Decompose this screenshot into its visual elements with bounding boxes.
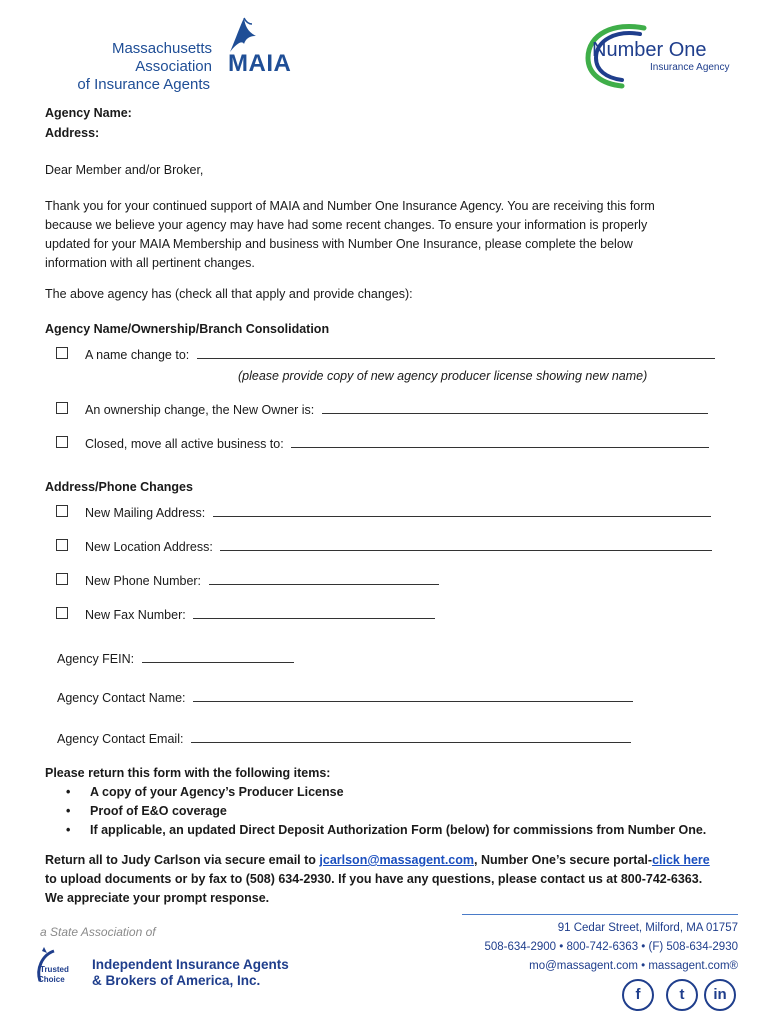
ownership-change-label: An ownership change, the New Owner is: <box>85 403 315 417</box>
maia-mark: MAIA <box>228 50 292 77</box>
number-one-subtitle: Insurance Agency <box>650 62 730 73</box>
footer-phones: 508-634-2900 • 800-742-6363 • (F) 508-634-2930 <box>484 941 738 953</box>
choice-text: Choice <box>38 975 65 984</box>
letter-body-line: because we believe your agency may have had some recent changes. To ensure your information is properly <box>45 218 648 232</box>
phone-number-checkbox[interactable] <box>56 573 68 585</box>
mailing-address-field[interactable] <box>213 503 711 517</box>
location-address-checkbox[interactable] <box>56 539 68 551</box>
location-address-field[interactable] <box>220 537 712 551</box>
name-change-label: A name change to: <box>85 348 190 362</box>
phone-number-row <box>85 571 439 591</box>
mailing-address-row <box>85 503 711 523</box>
mailing-address-checkbox[interactable] <box>56 505 68 517</box>
fax-number-field[interactable] <box>193 605 435 619</box>
maia-name-line2: of Insurance Agents <box>77 76 210 93</box>
return-info-line1: Return all to Judy Carlson via secure email to jcarlson@massagent.com, Number One’s secure portal-click here <box>45 853 710 867</box>
ownership-change-checkbox[interactable] <box>56 402 68 414</box>
footer-divider <box>462 914 738 915</box>
letter-body-line: Thank you for your continued support of MAIA and Number One Insurance Agency. You are receiving this form <box>45 199 655 213</box>
trusted-choice-logo <box>34 943 80 989</box>
contact-email-label: Agency Contact Email: <box>57 732 184 746</box>
list-item: • A copy of your Agency’s Producer License <box>66 783 706 802</box>
return-info-line2: to upload documents or by fax to (508) 634-2930. If you have any questions, please contact us at 800-742-6363. <box>45 872 703 886</box>
closed-move-label: Closed, move all active business to: <box>85 437 284 451</box>
letter-body <box>45 197 655 273</box>
facebook-icon[interactable]: f <box>622 979 654 1011</box>
return-items-list <box>66 783 706 840</box>
mailing-address-label: New Mailing Address: <box>85 506 206 520</box>
phone-number-label: New Phone Number: <box>85 574 202 588</box>
contact-name-field[interactable] <box>193 688 633 702</box>
twitter-icon[interactable]: t <box>666 979 698 1011</box>
email-link[interactable]: jcarlson@massagent.com <box>319 853 474 867</box>
maia-name-line1: Massachusetts Association <box>111 40 212 75</box>
location-address-row <box>85 537 712 557</box>
number-one-logo <box>584 22 744 92</box>
fax-number-checkbox[interactable] <box>56 607 68 619</box>
instruction-text: The above agency has (check all that apply and provide changes): <box>45 287 413 301</box>
contact-name-label: Agency Contact Name: <box>57 691 186 705</box>
bullet-icon: • <box>66 804 71 818</box>
name-change-note: (please provide copy of new agency producer license showing new name) <box>238 369 648 383</box>
footer-address: 91 Cedar Street, Milford, MA 01757 <box>557 922 738 934</box>
phone-number-field[interactable] <box>209 571 439 585</box>
list-item: • If applicable, an updated Direct Deposit Authorization Form (below) for commissions from Number One. <box>66 821 706 840</box>
fax-number-label: New Fax Number: <box>85 608 186 622</box>
new-owner-field[interactable] <box>322 400 708 414</box>
bullet-icon: • <box>66 823 71 837</box>
portal-link[interactable]: click here <box>652 853 710 867</box>
ownership-change-row <box>85 400 708 420</box>
move-business-field[interactable] <box>291 434 709 448</box>
closed-move-checkbox[interactable] <box>56 436 68 448</box>
return-info-line3: We appreciate your prompt response. <box>45 891 270 905</box>
address-label: Address: <box>45 126 100 140</box>
maia-logo <box>36 38 296 93</box>
section-address-heading: Address/Phone Changes <box>45 480 193 494</box>
name-change-checkbox[interactable] <box>56 347 68 359</box>
bullet-icon: • <box>66 785 71 799</box>
contact-email-row <box>57 729 631 749</box>
trusted-text: Trusted <box>40 965 69 974</box>
linkedin-icon[interactable]: in <box>704 979 736 1011</box>
letter-body-line: information with all pertinent changes. <box>45 256 255 270</box>
footer-web[interactable]: mo@massagent.com • massagent.com® <box>529 960 738 972</box>
number-one-title: Number One <box>592 39 707 61</box>
return-items-heading: Please return this form with the following items: <box>45 766 331 780</box>
iiaba-name: Independent Insurance Agents & Brokers of America, Inc. <box>92 957 289 988</box>
name-change-row <box>85 345 715 365</box>
agency-name-label: Agency Name: <box>45 106 132 120</box>
letter-body-line: updated for your MAIA Membership and business with Number One Insurance, please complete the below <box>45 237 633 251</box>
fax-number-row <box>85 605 435 625</box>
contact-name-row <box>57 688 633 708</box>
state-association-text: a State Association of <box>40 925 156 939</box>
location-address-label: New Location Address: <box>85 540 213 554</box>
fein-label: Agency FEIN: <box>57 652 135 666</box>
closed-move-row <box>85 434 709 454</box>
salutation: Dear Member and/or Broker, <box>45 163 204 177</box>
contact-email-field[interactable] <box>191 729 631 743</box>
section-ownership-heading: Agency Name/Ownership/Branch Consolidation <box>45 322 330 336</box>
fein-row <box>57 649 294 669</box>
name-change-field[interactable] <box>197 345 715 359</box>
list-item: • Proof of E&O coverage <box>66 802 706 821</box>
fein-field[interactable] <box>142 649 294 663</box>
